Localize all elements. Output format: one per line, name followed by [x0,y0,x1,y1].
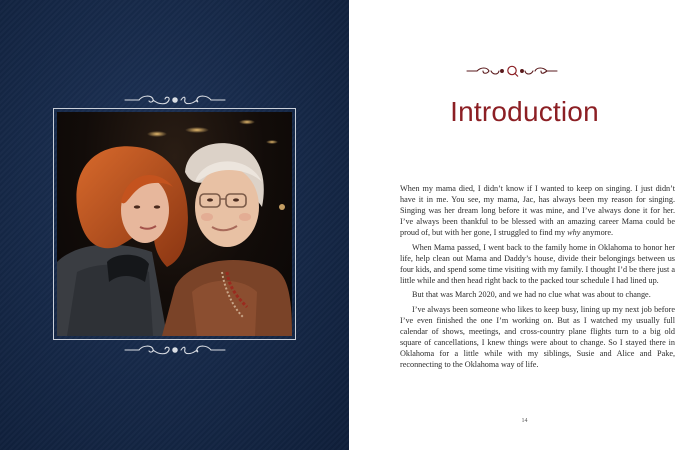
scroll-flourish-icon [123,93,227,107]
family-photo [57,112,292,336]
left-page [0,0,349,450]
monogram-flourish-icon [465,64,559,78]
paragraph: I’ve always been someone who likes to keep busy, lining up my next job before I’ve even finished the one I’m working on. But as I watched my usually full calendar of shows, meetings, and cross-country plane flights turn to a big old square of cancellations, I knew things were about to change. So I stayed there in Oklahoma for a little while with my siblings, Susie and Alice and Pake, reconnecting to the Oklahoma way of life. [400,304,675,370]
paragraph: When Mama passed, I went back to the family home in Oklahoma to honor her life, help clean out Mama and Daddy’s house, divide their belongings between us four kids, and spend some time visiting with my family. I thought I’d be there just a little while and then head right back to the packed tour schedule I had lined up. [400,242,675,285]
chapter-title: Introduction [450,96,599,127]
paragraph: When my mama died, I didn’t know if I wanted to keep on singing. I just didn’t have it in me. You see, my mama, Jac, has always been my reason for singing. Singing was her dream long before it was mine, and I’ve always done it for her. I’ve always been thankful to be blessed with an amazing career Mama could be proud of, but with her gone, I struggled to find my why anymore. [400,184,675,238]
chapter-body [400,183,675,370]
photo-frame [53,108,296,340]
paragraph: But that was March 2020, and we had no clue what was about to change. [412,290,651,300]
scroll-flourish-icon [123,343,227,357]
page-number: 14 [521,418,528,424]
photo-illustration [57,112,292,336]
right-page [349,0,700,450]
